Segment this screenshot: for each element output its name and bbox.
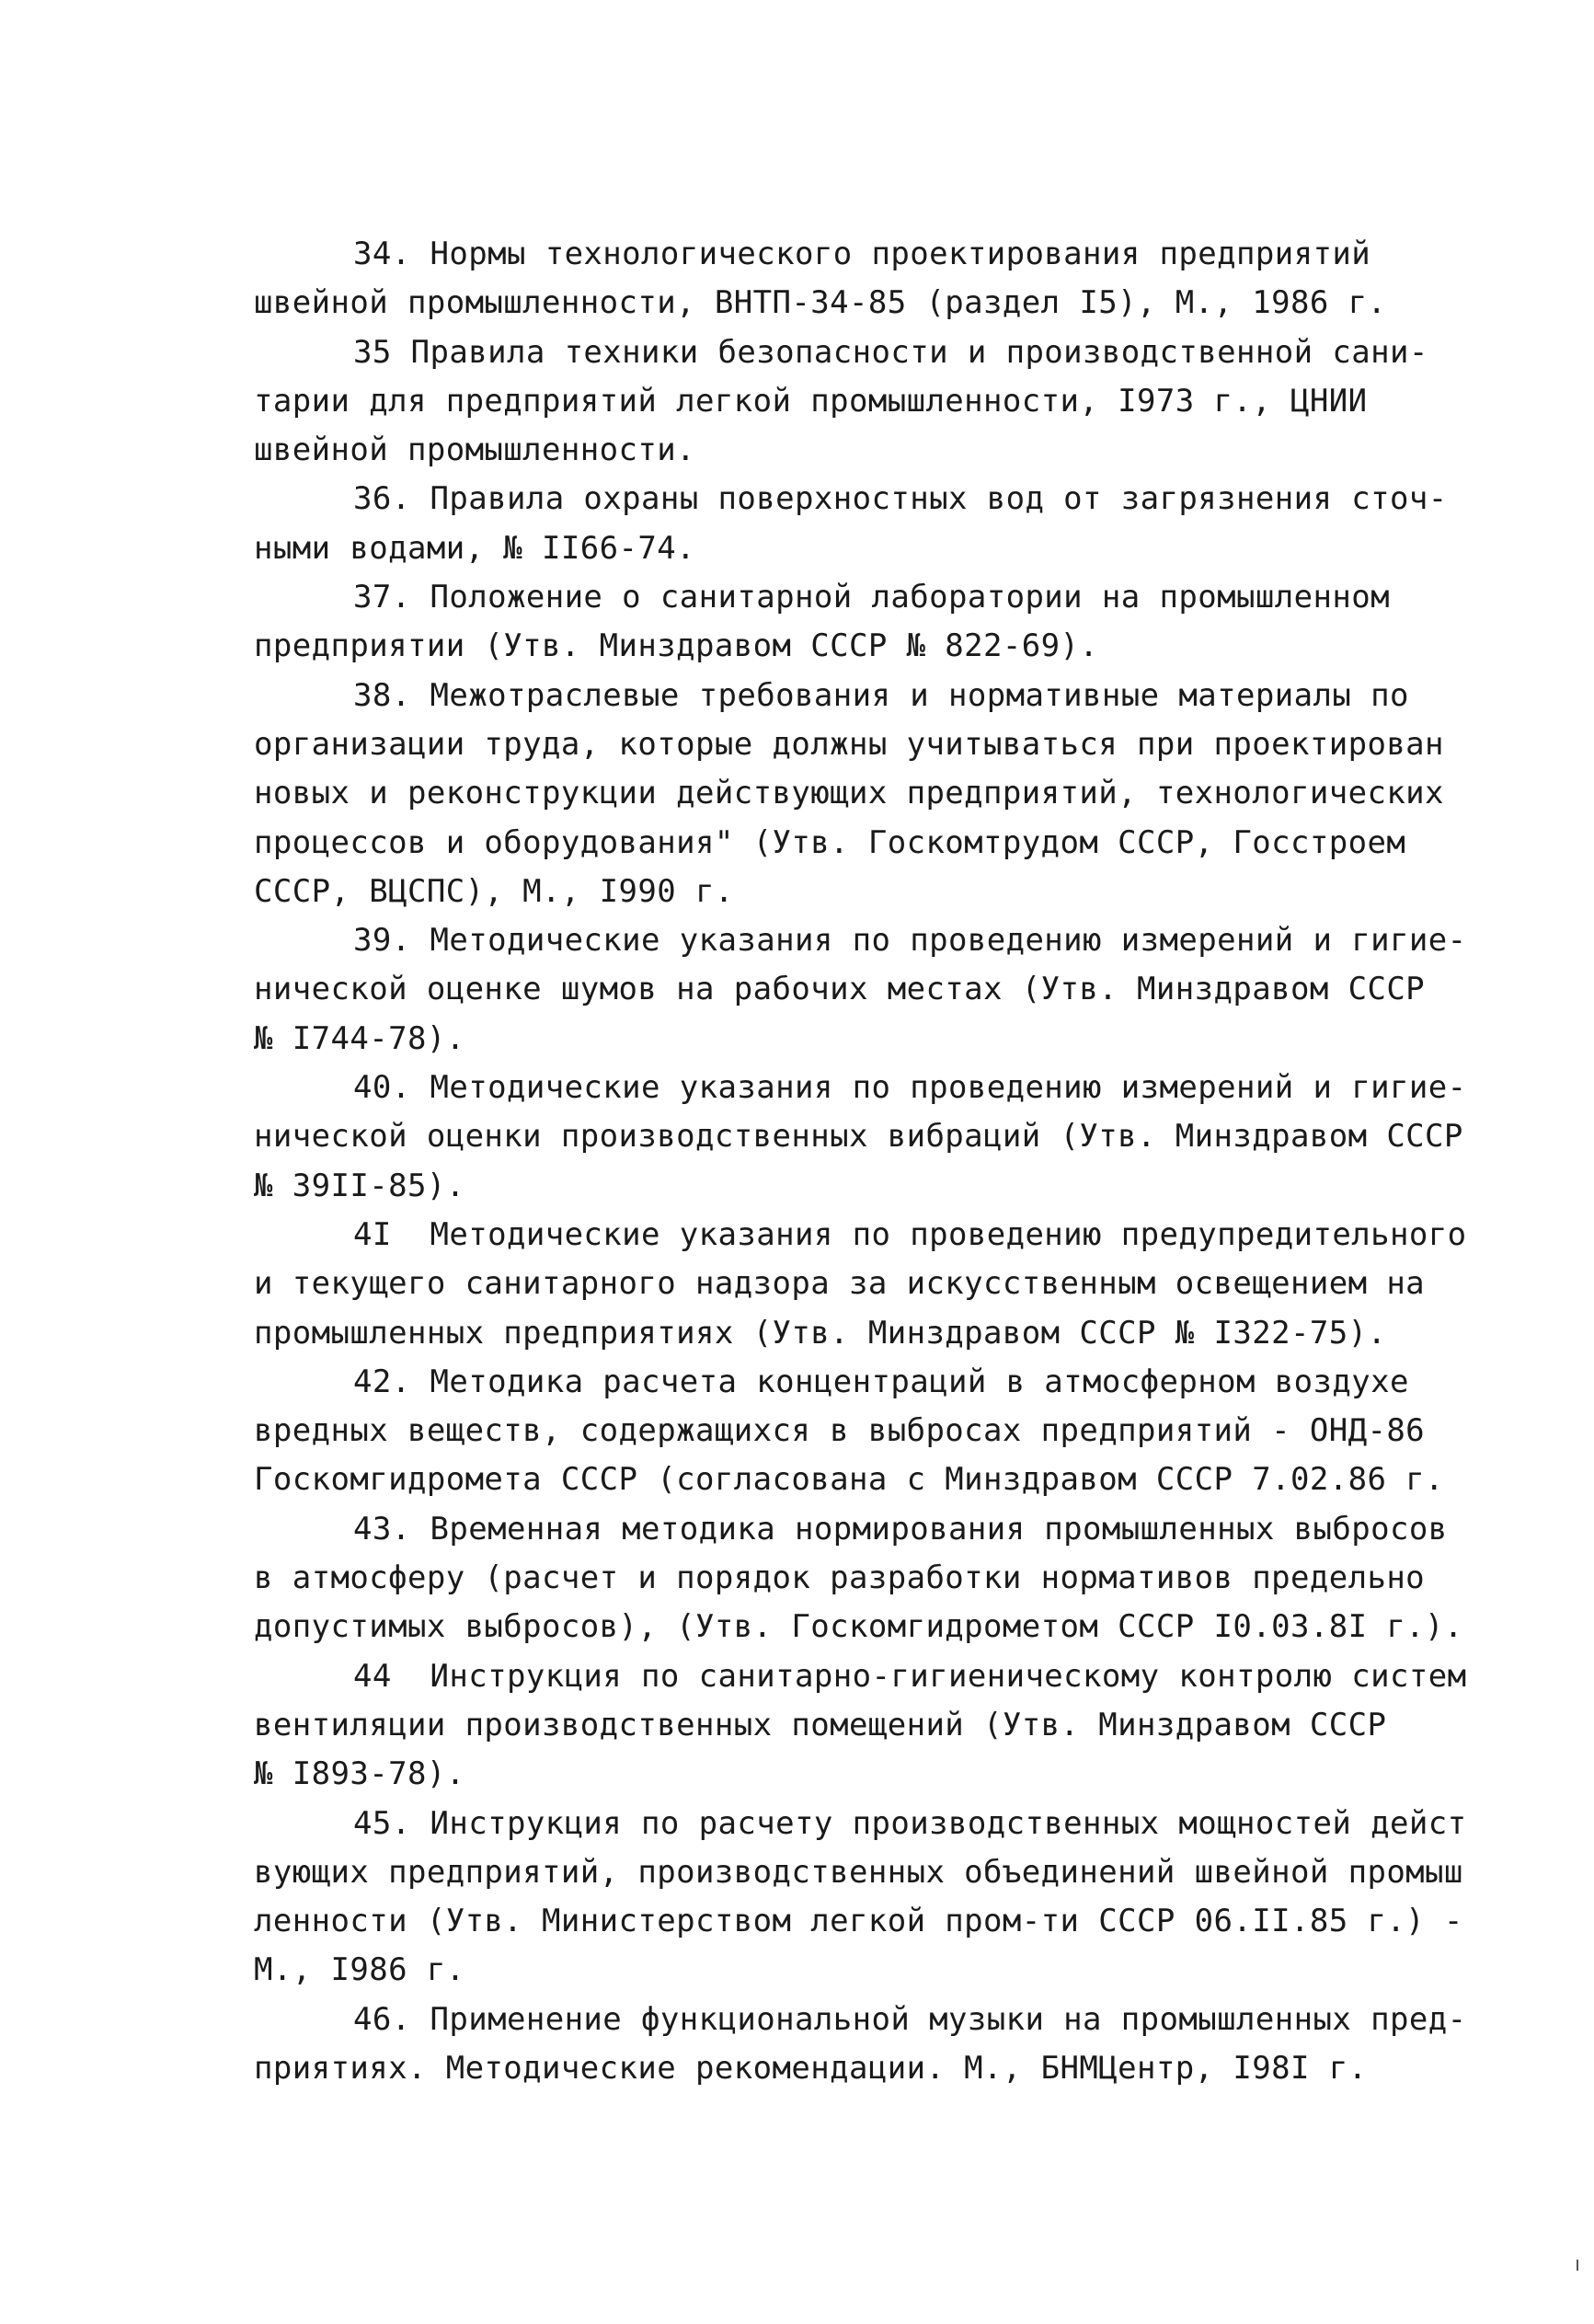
reference-entry-42 bbox=[254, 1358, 1546, 1505]
entry-line: № I744-78). bbox=[254, 1019, 465, 1057]
entry-line: ными водами, № II66-74. bbox=[254, 529, 696, 567]
entry-line: 37. Положение о санитарной лаборатории на промышленном bbox=[353, 579, 1390, 616]
reference-entry-45 bbox=[254, 1800, 1546, 1996]
entry-line: нической оценке шумов на рабочих местах (Утв. Минздравом СССР bbox=[254, 971, 1426, 1008]
entry-line: 4I Методические указания по проведению предупредительного bbox=[353, 1215, 1467, 1253]
entry-line: 45. Инструкция по расчету производственных мощностей дейст bbox=[353, 1804, 1467, 1842]
entry-line: 42. Методика расчета концентраций в атмосферном воздухе bbox=[353, 1363, 1409, 1400]
entry-line: новых и реконструкции действующих предприятий, технологических bbox=[254, 775, 1444, 812]
reference-entry-36 bbox=[254, 475, 1546, 573]
entry-line: 35 Правила техники безопасности и производственной сани- bbox=[353, 333, 1428, 371]
entry-line: 36. Правила охраны поверхностных вод от загрязнения сточ- bbox=[353, 480, 1448, 518]
entry-line: 43. Временная методика нормирования промышленных выбросов bbox=[353, 1510, 1448, 1547]
entry-line: вующих предприятий, производственных объединений швейной промыш bbox=[254, 1853, 1463, 1891]
entry-line: 40. Методические указания по проведению измерений и гигие- bbox=[353, 1069, 1467, 1107]
entry-line: ленности (Утв. Министерством легкой пром-ти СССР 06.II.85 г.) - bbox=[254, 1903, 1463, 1940]
reference-entry-40 bbox=[254, 1064, 1546, 1211]
entry-line: вредных веществ, содержащихся в выбросах предприятий - ОНД-86 bbox=[254, 1412, 1426, 1450]
reference-entry-41 bbox=[254, 1211, 1546, 1358]
entry-line: процессов и оборудования" (Утв. Госкомтрудом СССР, Госстроем bbox=[254, 823, 1406, 861]
scan-margin-mark bbox=[1577, 2260, 1578, 2271]
entry-line: М., I986 г. bbox=[254, 1951, 465, 1989]
entry-line: организации труда, которые должны учитываться при проектирован bbox=[254, 725, 1444, 763]
entry-line: № 39II-85). bbox=[254, 1167, 465, 1204]
entry-line: нической оценки производственных вибраций (Утв. Минздравом СССР bbox=[254, 1118, 1463, 1156]
entry-line: 46. Применение функциональной музыки на промышленных пред- bbox=[353, 2000, 1467, 2038]
reference-entry-39 bbox=[254, 916, 1546, 1064]
entry-line: швейной промышленности, ВНТП-34-85 (раздел I5), М., 1986 г. bbox=[254, 284, 1387, 322]
entry-line: швейной промышленности. bbox=[254, 431, 696, 469]
entry-line: СССР, ВЦСПС), М., I990 г. bbox=[254, 872, 734, 910]
entry-line: в атмосферу (расчет и порядок разработки нормативов предельно bbox=[254, 1559, 1426, 1597]
entry-line: 34. Нормы технологического проектирования предприятий bbox=[353, 236, 1371, 272]
entry-line: вентиляции производственных помещений (Утв. Минздравом СССР bbox=[254, 1706, 1387, 1743]
reference-entry-35 bbox=[254, 328, 1546, 476]
entry-line: допустимых выбросов), (Утв. Госкомгидрометом СССР I0.03.8I г.). bbox=[254, 1608, 1463, 1646]
reference-entry-46 bbox=[254, 1996, 1546, 2094]
entry-line: и текущего санитарного надзора за искусственным освещением на bbox=[254, 1265, 1426, 1303]
entry-line: Госкомгидромета СССР (согласована с Минздравом СССР 7.02.86 г. bbox=[254, 1461, 1444, 1499]
entry-line: 39. Методические указания по проведению измерений и гигие- bbox=[353, 922, 1467, 960]
reference-entry-34 bbox=[254, 230, 1546, 328]
entry-line: № I893-78). bbox=[254, 1755, 465, 1793]
reference-list bbox=[254, 230, 1546, 2093]
reference-entry-44 bbox=[254, 1652, 1546, 1800]
entry-line: промышленных предприятиях (Утв. Минздравом СССР № I322-75). bbox=[254, 1314, 1387, 1352]
entry-line: тарии для предприятий легкой промышленности, I973 г., ЦНИИ bbox=[254, 382, 1368, 420]
reference-entry-38 bbox=[254, 672, 1546, 916]
entry-line: приятиях. Методические рекомендации. М., БНМЦентр, I98I г. bbox=[254, 2049, 1368, 2087]
entry-line: предприятии (Утв. Минздравом СССР № 822-69). bbox=[254, 627, 1099, 665]
entry-line: 44 Инструкция по санитарно-гигиеническому контролю систем bbox=[353, 1657, 1467, 1695]
reference-entry-37 bbox=[254, 573, 1546, 672]
entry-line: 38. Межотраслевые требования и нормативные материалы по bbox=[353, 676, 1409, 714]
reference-entry-43 bbox=[254, 1505, 1546, 1652]
